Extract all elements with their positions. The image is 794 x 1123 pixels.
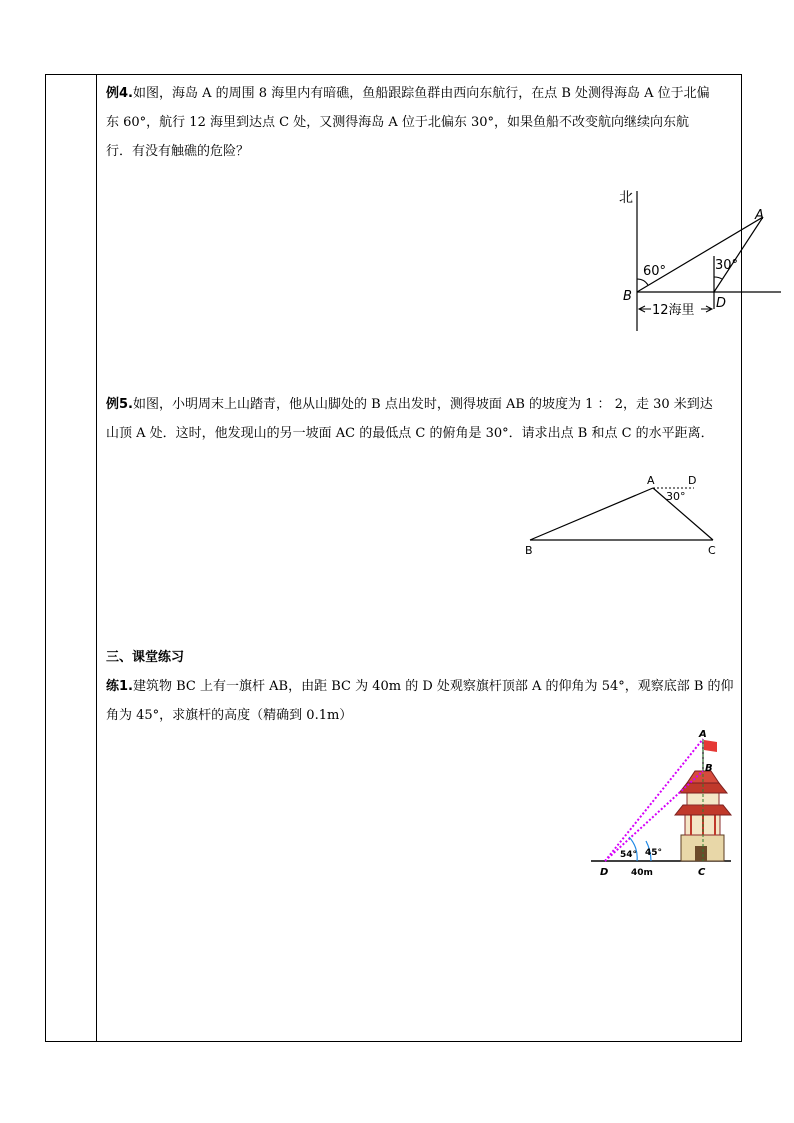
fig4-angle-arc-b	[637, 279, 648, 285]
practice1-figure	[591, 725, 741, 877]
fig-flag	[704, 740, 717, 752]
section3-title: 三、课堂练习	[106, 650, 185, 665]
fig-point-d: D	[600, 867, 609, 877]
example5-line1: 如图，小明周末上山踏青，他从山脚处的 B 点出发时，测得坡面 AB 的坡度为 1 ： 2，走 30 米到达	[133, 397, 713, 412]
fig-building-door	[695, 846, 707, 861]
example5-label: 例5.	[106, 397, 133, 412]
fig4-point-b: B	[623, 289, 632, 304]
practice1-line1: 建筑物 BC 上有一旗杆 AB，由距 BC 为 40m 的 D 处观察旗杆顶部 A 的仰角为 54°，观察底部 B 的仰	[133, 679, 734, 694]
fig4-angle-b: 60°	[643, 264, 667, 279]
example4-line2: 东 60°，航行 12 海里到达点 C 处，又测得海岛 A 位于北偏东 30°，如果鱼船不改变航向继续向东航	[106, 115, 690, 130]
practice1-line2: 角为 45°，求旗杆的高度（精确到 0.1m）	[106, 708, 353, 723]
fig5-line-ba	[530, 488, 653, 540]
example5-line2: 山顶 A 处．这时，他发现山的另一坡面 AC 的最低点 C 的俯角是 30°．请求出点 B 和点 C 的水平距离．	[106, 426, 714, 441]
document-table	[45, 74, 764, 1042]
example4-text	[106, 79, 734, 166]
fig4-point-a: A	[755, 208, 764, 223]
fig5-point-a: A	[647, 474, 655, 487]
left-column	[46, 75, 97, 1041]
fig4-line-da	[714, 217, 763, 292]
fig5-point-d: D	[688, 474, 697, 487]
fig5-point-c: C	[708, 544, 716, 557]
example4-label: 例4.	[106, 86, 133, 101]
example5-figure	[516, 471, 726, 559]
fig4-angle-d: 30°	[715, 258, 739, 273]
practice1-text	[106, 672, 734, 730]
fig5-point-b: B	[525, 544, 533, 557]
fig-angle-45: 45°	[645, 848, 663, 858]
example4-line3: 行．有没有触礁的危险？	[106, 144, 250, 159]
fig-point-c: C	[698, 867, 706, 877]
example4-figure	[611, 181, 791, 331]
fig4-angle-arc-d	[714, 277, 722, 279]
fig-point-b: B	[705, 763, 713, 774]
example5-text	[106, 390, 734, 448]
fig4-north-label: 北	[619, 190, 633, 206]
fig-point-a: A	[699, 729, 707, 740]
example4-line1: 如图，海岛 A 的周围 8 海里内有暗礁，鱼船跟踪鱼群由西向东航行，在点 B 处测得海岛 A 位于北偏	[133, 86, 710, 101]
fig4-line-ba	[637, 217, 763, 292]
practice1-label: 练1.	[106, 679, 133, 694]
fig-angle-54: 54°	[620, 850, 638, 860]
fig-distance: 40m	[631, 868, 653, 877]
fig5-angle: 30°	[666, 490, 686, 503]
fig4-point-d: D	[716, 296, 727, 311]
fig4-distance: 12海里	[652, 303, 695, 318]
